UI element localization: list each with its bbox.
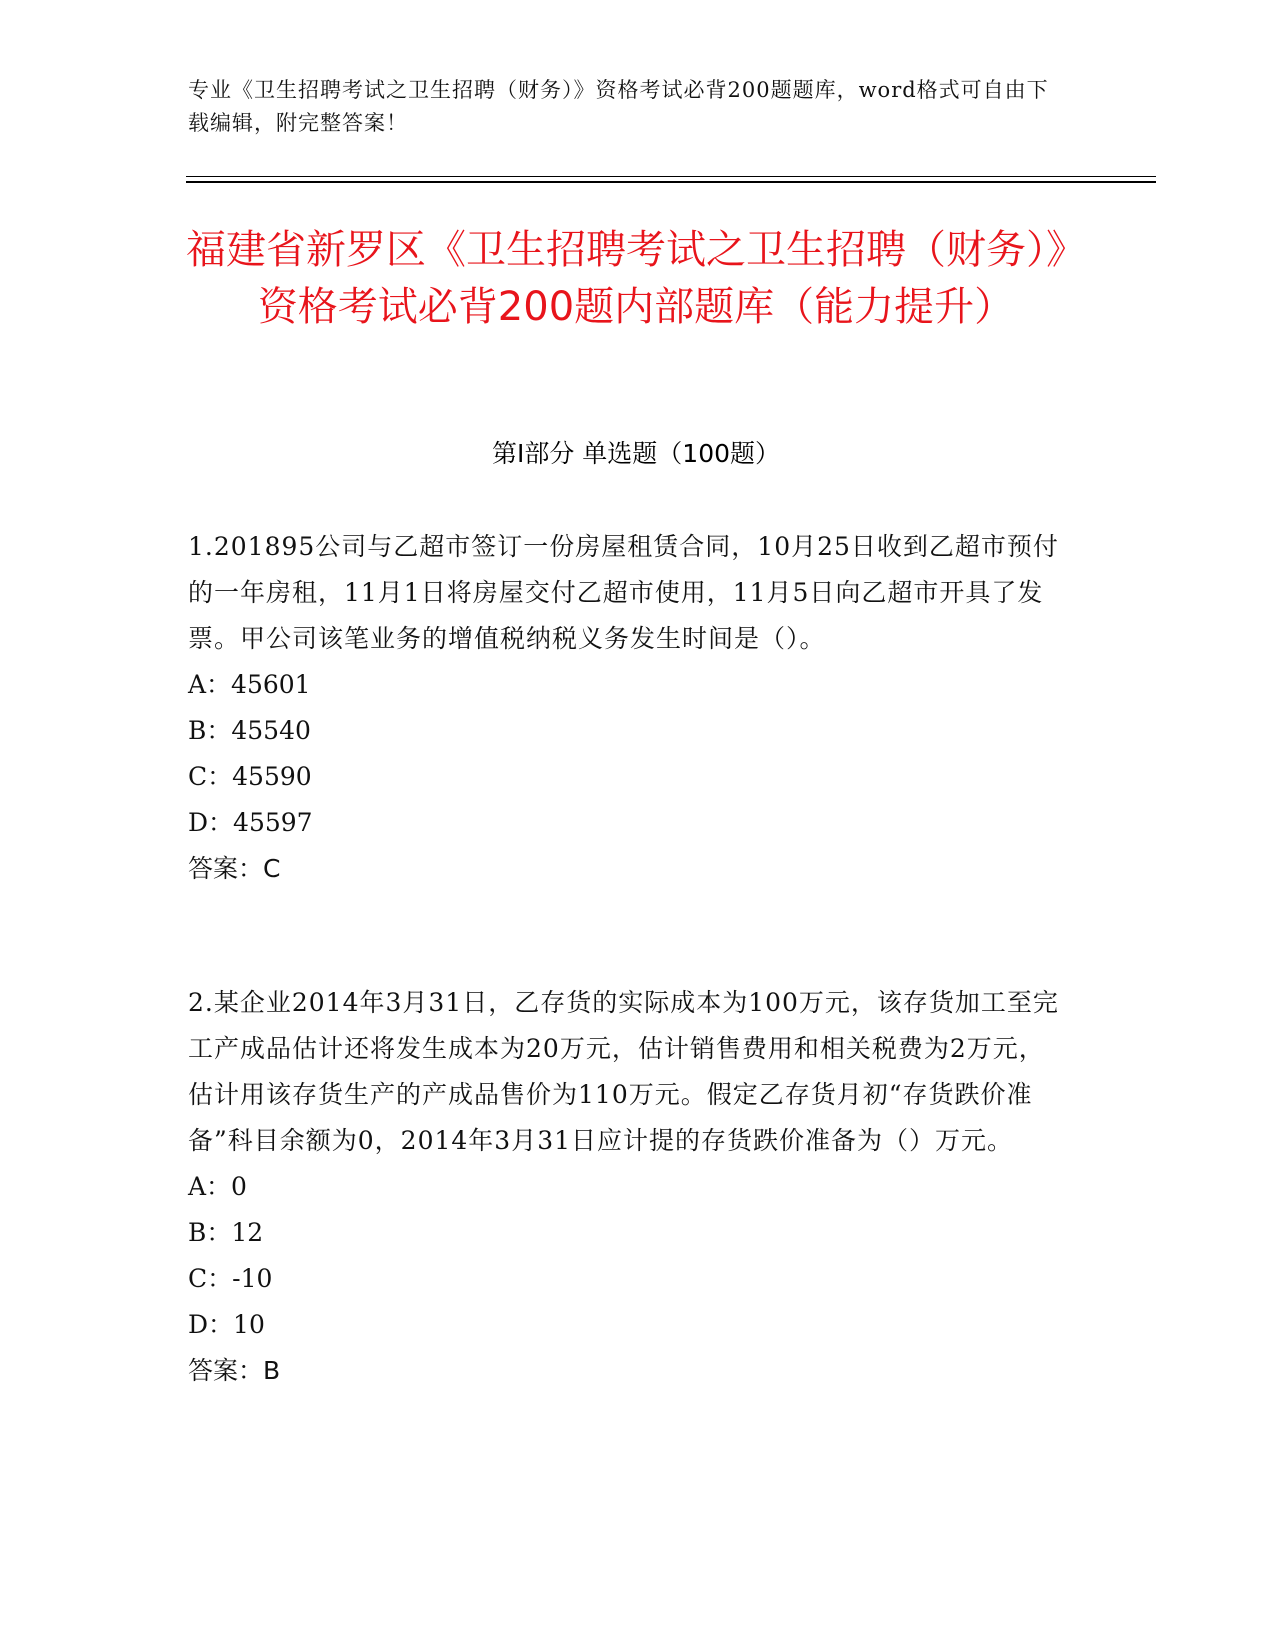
question-stem: 2.某企业2014年3月31日，乙存货的实际成本为100万元，该存货加工至完工产成品估计还将发生成本为20万元，估计销售费用和相关税费为2万元，估计用该存货生产的产成品售价为110万元。假定乙存货月初“存货跌价准备”科目余额为0，2014年3月31日应计提的存货跌价准备为（）万元。	[188, 988, 1059, 1155]
option-c: C：45590	[188, 762, 312, 791]
header-divider-thick	[186, 181, 1156, 183]
question-2	[188, 980, 1068, 1394]
option-a: A：0	[188, 1172, 247, 1201]
question-stem: 1.201895公司与乙超市签订一份房屋租赁合同，10月25日收到乙超市预付的一年房租，11月1日将房屋交付乙超市使用，11月5日向乙超市开具了发票。甲公司该笔业务的增值税纳税义务发生时间是（）。	[188, 532, 1059, 653]
answer: 答案：C	[188, 854, 281, 883]
header-divider-thin	[186, 176, 1156, 177]
answer: 答案：B	[188, 1356, 281, 1385]
option-d: D：10	[188, 1310, 265, 1339]
question-1	[188, 524, 1068, 892]
document-title: 福建省新罗区《卫生招聘考试之卫生招聘（财务）》资格考试必背200题内部题库（能力提升）	[186, 227, 1086, 330]
option-b: B：12	[188, 1218, 264, 1247]
option-c: C：-10	[188, 1264, 273, 1293]
section-title: 第Ⅰ部分 单选题（100题）	[491, 439, 781, 468]
option-b: B：45540	[188, 716, 311, 745]
option-a: A：45601	[188, 670, 311, 699]
header-note: 专业《卫生招聘考试之卫生招聘（财务）》资格考试必背200题题库，word格式可自由下载编辑，附完整答案！	[188, 78, 1049, 135]
option-d: D：45597	[188, 808, 313, 837]
